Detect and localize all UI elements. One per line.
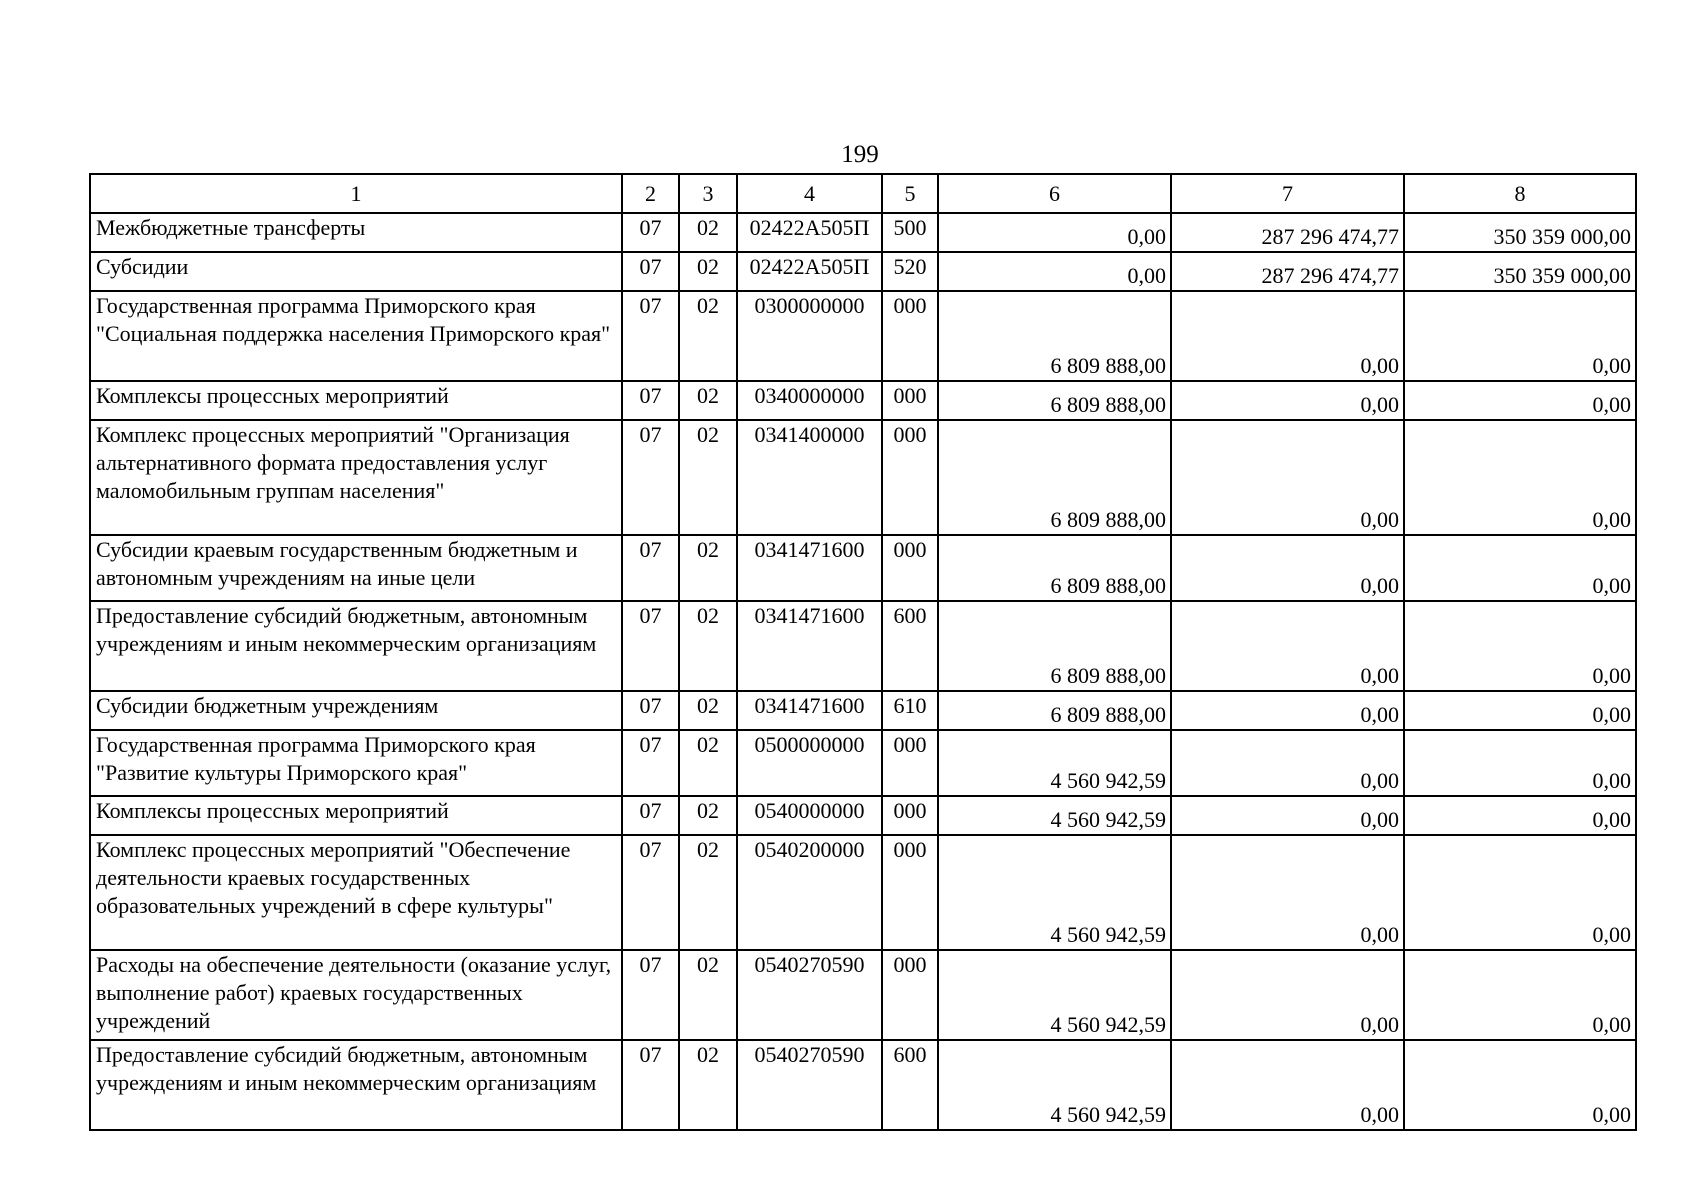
table-row: [90, 1040, 1636, 1130]
row-name-cell: Комплекс процессных мероприятий "Обеспечение деятельности краевых государственных образовательных учреждений в сфере культуры": [90, 835, 622, 950]
table-row: [90, 691, 1636, 730]
row-name-cell: Комплексы процессных мероприятий: [90, 381, 622, 420]
row-name-cell: Комплексы процессных мероприятий: [90, 796, 622, 835]
amount-col7-cell: 0,00: [1171, 730, 1404, 796]
row-name-cell: Комплекс процессных мероприятий "Организация альтернативного формата предоставления услуг маломобильным группам населения": [90, 420, 622, 535]
budget-table: [89, 173, 1637, 1131]
subsection-code-cell: 02: [679, 1040, 737, 1130]
amount-col6-cell: 6 809 888,00: [938, 420, 1171, 535]
section-code-cell: 07: [622, 691, 679, 730]
table-header-row: [90, 174, 1636, 213]
target-article-code-cell: 02422A505П: [737, 213, 882, 252]
subsection-code-cell: 02: [679, 835, 737, 950]
amount-col8-cell: 0,00: [1404, 381, 1636, 420]
amount-col8-cell: 0,00: [1404, 291, 1636, 381]
subsection-code-cell: 02: [679, 730, 737, 796]
row-name-cell: Межбюджетные трансферты: [90, 213, 622, 252]
table-row: [90, 291, 1636, 381]
table-row: [90, 601, 1636, 691]
expense-type-code-cell: 520: [882, 252, 938, 291]
target-article-code-cell: 0341400000: [737, 420, 882, 535]
amount-col6-cell: 6 809 888,00: [938, 381, 1171, 420]
table-row: [90, 796, 1636, 835]
subsection-code-cell: 02: [679, 950, 737, 1040]
header-cell: 8: [1404, 174, 1636, 213]
expense-type-code-cell: 000: [882, 420, 938, 535]
amount-col6-cell: 0,00: [938, 213, 1171, 252]
target-article-code-cell: 02422A505П: [737, 252, 882, 291]
amount-col8-cell: 0,00: [1404, 835, 1636, 950]
section-code-cell: 07: [622, 213, 679, 252]
header-cell: 3: [679, 174, 737, 213]
page-number: 199: [841, 141, 879, 168]
target-article-code-cell: 0540000000: [737, 796, 882, 835]
amount-col7-cell: 287 296 474,77: [1171, 213, 1404, 252]
amount-col7-cell: 287 296 474,77: [1171, 252, 1404, 291]
header-cell: 2: [622, 174, 679, 213]
subsection-code-cell: 02: [679, 213, 737, 252]
table-row: [90, 381, 1636, 420]
target-article-code-cell: 0540270590: [737, 1040, 882, 1130]
expense-type-code-cell: 000: [882, 950, 938, 1040]
amount-col6-cell: 4 560 942,59: [938, 730, 1171, 796]
header-cell: 1: [90, 174, 622, 213]
amount-col8-cell: 0,00: [1404, 730, 1636, 796]
section-code-cell: 07: [622, 730, 679, 796]
expense-type-code-cell: 600: [882, 601, 938, 691]
amount-col7-cell: 0,00: [1171, 796, 1404, 835]
row-name-cell: Субсидии: [90, 252, 622, 291]
amount-col7-cell: 0,00: [1171, 420, 1404, 535]
section-code-cell: 07: [622, 381, 679, 420]
expense-type-code-cell: 000: [882, 291, 938, 381]
target-article-code-cell: 0540270590: [737, 950, 882, 1040]
amount-col8-cell: 0,00: [1404, 1040, 1636, 1130]
amount-col6-cell: 4 560 942,59: [938, 796, 1171, 835]
row-name-cell: Предоставление субсидий бюджетным, автономным учреждениям и иным некоммерческим организациям: [90, 1040, 622, 1130]
subsection-code-cell: 02: [679, 691, 737, 730]
amount-col8-cell: 0,00: [1404, 535, 1636, 601]
target-article-code-cell: 0300000000: [737, 291, 882, 381]
expense-type-code-cell: 600: [882, 1040, 938, 1130]
target-article-code-cell: 0341471600: [737, 535, 882, 601]
section-code-cell: 07: [622, 601, 679, 691]
table-row: [90, 420, 1636, 535]
target-article-code-cell: 0341471600: [737, 691, 882, 730]
table-row: [90, 252, 1636, 291]
target-article-code-cell: 0500000000: [737, 730, 882, 796]
section-code-cell: 07: [622, 535, 679, 601]
section-code-cell: 07: [622, 950, 679, 1040]
subsection-code-cell: 02: [679, 535, 737, 601]
amount-col8-cell: 0,00: [1404, 796, 1636, 835]
amount-col6-cell: 0,00: [938, 252, 1171, 291]
section-code-cell: 07: [622, 1040, 679, 1130]
subsection-code-cell: 02: [679, 796, 737, 835]
amount-col7-cell: 0,00: [1171, 950, 1404, 1040]
table-row: [90, 950, 1636, 1040]
section-code-cell: 07: [622, 835, 679, 950]
table-row: [90, 730, 1636, 796]
amount-col6-cell: 4 560 942,59: [938, 835, 1171, 950]
expense-type-code-cell: 000: [882, 381, 938, 420]
table-row: [90, 535, 1636, 601]
expense-type-code-cell: 000: [882, 796, 938, 835]
table-row: [90, 213, 1636, 252]
amount-col6-cell: 4 560 942,59: [938, 1040, 1171, 1130]
amount-col6-cell: 6 809 888,00: [938, 691, 1171, 730]
row-name-cell: Государственная программа Приморского края "Развитие культуры Приморского края": [90, 730, 622, 796]
expense-type-code-cell: 000: [882, 835, 938, 950]
section-code-cell: 07: [622, 796, 679, 835]
amount-col8-cell: 350 359 000,00: [1404, 213, 1636, 252]
row-name-cell: Государственная программа Приморского края "Социальная поддержка населения Приморского края": [90, 291, 622, 381]
target-article-code-cell: 0340000000: [737, 381, 882, 420]
header-cell: 5: [882, 174, 938, 213]
amount-col7-cell: 0,00: [1171, 381, 1404, 420]
amount-col7-cell: 0,00: [1171, 601, 1404, 691]
target-article-code-cell: 0341471600: [737, 601, 882, 691]
subsection-code-cell: 02: [679, 381, 737, 420]
expense-type-code-cell: 500: [882, 213, 938, 252]
subsection-code-cell: 02: [679, 420, 737, 535]
amount-col6-cell: 6 809 888,00: [938, 291, 1171, 381]
subsection-code-cell: 02: [679, 291, 737, 381]
amount-col8-cell: 0,00: [1404, 420, 1636, 535]
amount-col8-cell: 0,00: [1404, 601, 1636, 691]
target-article-code-cell: 0540200000: [737, 835, 882, 950]
row-name-cell: Предоставление субсидий бюджетным, автономным учреждениям и иным некоммерческим организациям: [90, 601, 622, 691]
amount-col6-cell: 6 809 888,00: [938, 535, 1171, 601]
amount-col7-cell: 0,00: [1171, 835, 1404, 950]
amount-col7-cell: 0,00: [1171, 1040, 1404, 1130]
row-name-cell: Субсидии краевым государственным бюджетным и автономным учреждениям на иные цели: [90, 535, 622, 601]
expense-type-code-cell: 000: [882, 535, 938, 601]
amount-col8-cell: 0,00: [1404, 691, 1636, 730]
subsection-code-cell: 02: [679, 601, 737, 691]
header-cell: 6: [938, 174, 1171, 213]
amount-col6-cell: 4 560 942,59: [938, 950, 1171, 1040]
header-cell: 4: [737, 174, 882, 213]
table-row: [90, 835, 1636, 950]
section-code-cell: 07: [622, 252, 679, 291]
row-name-cell: Расходы на обеспечение деятельности (оказание услуг, выполнение работ) краевых государственных учреждений: [90, 950, 622, 1040]
amount-col7-cell: 0,00: [1171, 535, 1404, 601]
row-name-cell: Субсидии бюджетным учреждениям: [90, 691, 622, 730]
amount-col8-cell: 350 359 000,00: [1404, 252, 1636, 291]
amount-col6-cell: 6 809 888,00: [938, 601, 1171, 691]
section-code-cell: 07: [622, 420, 679, 535]
amount-col7-cell: 0,00: [1171, 691, 1404, 730]
header-cell: 7: [1171, 174, 1404, 213]
subsection-code-cell: 02: [679, 252, 737, 291]
expense-type-code-cell: 610: [882, 691, 938, 730]
expense-type-code-cell: 000: [882, 730, 938, 796]
section-code-cell: 07: [622, 291, 679, 381]
amount-col8-cell: 0,00: [1404, 950, 1636, 1040]
amount-col7-cell: 0,00: [1171, 291, 1404, 381]
